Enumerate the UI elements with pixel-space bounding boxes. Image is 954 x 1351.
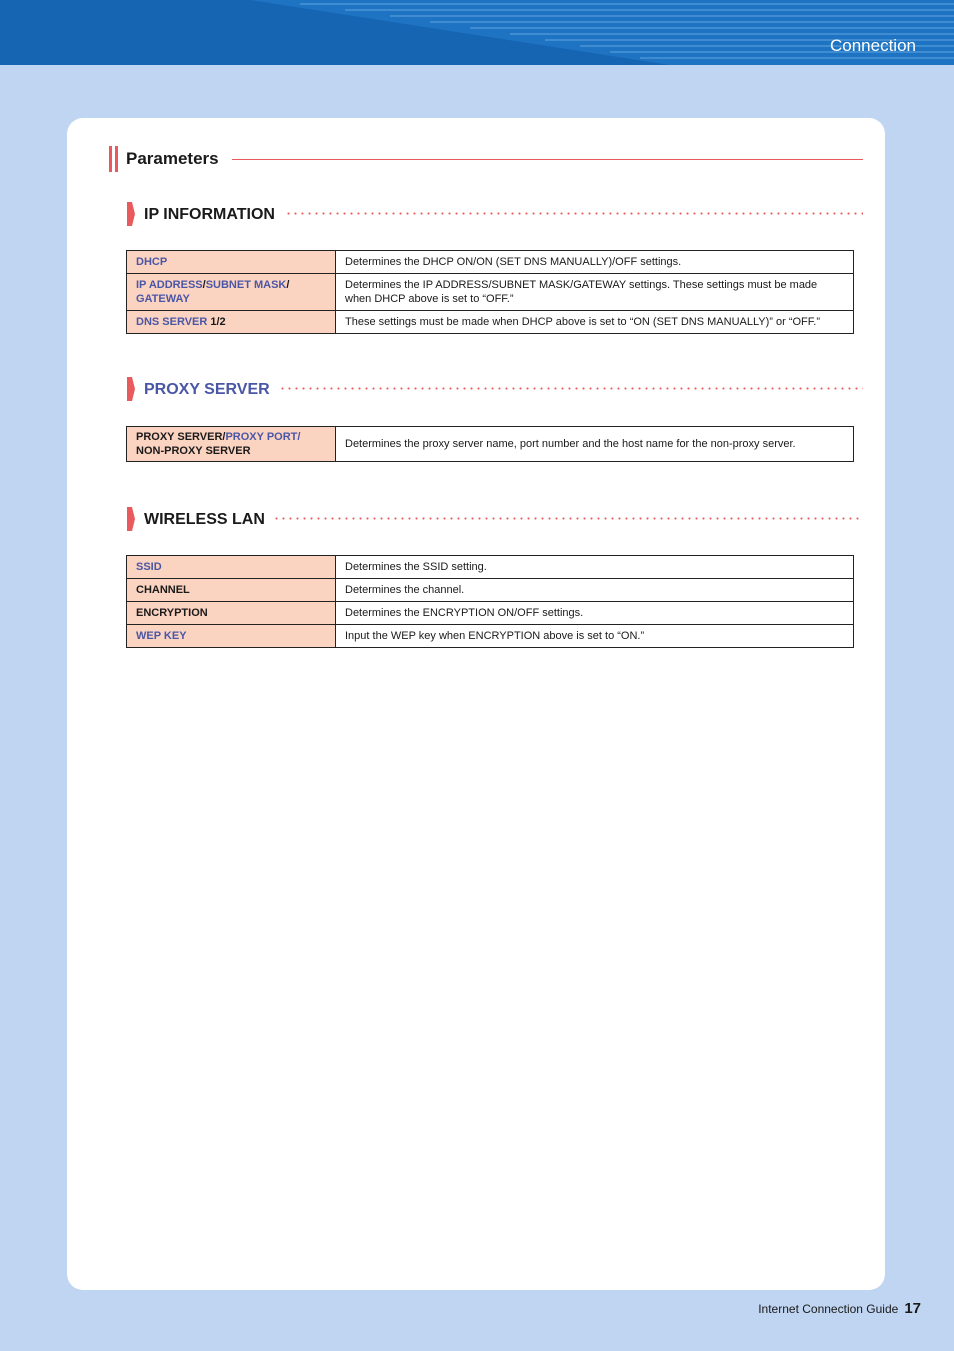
- section-dotted-line: [273, 517, 863, 520]
- footer-guide-title: Internet Connection Guide: [758, 1302, 899, 1316]
- proxy-server-table: [126, 426, 854, 462]
- param-description: Determines the channel.: [336, 579, 854, 602]
- param-name-cell: [127, 602, 336, 625]
- section-title: WIRELESS LAN: [144, 511, 265, 528]
- param-separator: /: [286, 279, 290, 291]
- param-name: PROXY PORT: [225, 431, 298, 443]
- ip-information-table: [126, 250, 854, 334]
- param-description: Input the WEP key when ENCRYPTION above is set to “ON.”: [336, 625, 854, 648]
- table-row: [127, 579, 854, 602]
- param-description: Determines the IP ADDRESS/SUBNET MASK/GATEWAY settings. These settings must be made when DHCP above is set to “OFF.”: [336, 274, 854, 311]
- content-panel: [67, 118, 885, 1290]
- param-name: GATEWAY: [136, 293, 190, 305]
- table-row: [127, 625, 854, 648]
- header-title: Connection: [829, 36, 916, 55]
- table-row: [127, 556, 854, 579]
- table-row: [127, 602, 854, 625]
- param-name: DHCP: [136, 256, 168, 268]
- table-row: [127, 251, 854, 274]
- param-name: CHANNEL: [136, 584, 190, 596]
- param-description: Determines the DHCP ON/ON (SET DNS MANUALLY)/OFF settings.: [336, 251, 854, 274]
- page-number: 17: [904, 1300, 921, 1317]
- param-name-cell: [127, 311, 336, 334]
- param-separator: /: [222, 431, 226, 443]
- header-stripes-decoration: [0, 0, 954, 65]
- param-name: SUBNET MASK: [205, 279, 287, 291]
- section-dotted-line: [279, 387, 863, 390]
- proxy-server-heading: [127, 377, 863, 401]
- ip-information-heading: [127, 202, 863, 226]
- table-row: [127, 427, 854, 462]
- heading-bars-icon: [109, 146, 121, 172]
- param-description: Determines the ENCRYPTION ON/OFF settings.: [336, 602, 854, 625]
- param-name-cell: [127, 427, 336, 462]
- param-suffix: 1/2: [207, 316, 226, 328]
- param-description: Determines the proxy server name, port number and the host name for the non-proxy server.: [336, 427, 854, 462]
- param-name-cell: [127, 556, 336, 579]
- param-name-cell: [127, 274, 336, 311]
- param-description: Determines the SSID setting.: [336, 556, 854, 579]
- param-name: PROXY SERVER: [136, 431, 223, 443]
- param-name-cell: [127, 579, 336, 602]
- param-name: ENCRYPTION: [136, 607, 208, 619]
- wireless-lan-table: [126, 555, 854, 648]
- param-name: IP ADDRESS: [136, 279, 203, 291]
- parameters-heading: [109, 145, 863, 173]
- heading-divider: [232, 159, 863, 160]
- param-name: WEP KEY: [136, 630, 187, 642]
- section-title: IP INFORMATION: [144, 206, 275, 223]
- param-name: NON-PROXY SERVER: [136, 445, 251, 457]
- parameters-title: Parameters: [126, 149, 219, 168]
- param-separator: /: [297, 431, 301, 443]
- section-arrow-icon: [127, 202, 135, 226]
- param-name-cell: [127, 251, 336, 274]
- param-name: SSID: [136, 561, 162, 573]
- wireless-lan-heading: [127, 507, 863, 531]
- page-footer: [758, 1300, 921, 1318]
- page-header: [0, 0, 954, 65]
- param-name-cell: [127, 625, 336, 648]
- table-row: [127, 311, 854, 334]
- section-arrow-icon: [127, 507, 135, 531]
- param-separator: /: [202, 279, 206, 291]
- section-arrow-icon: [127, 377, 135, 401]
- param-description: These settings must be made when DHCP above is set to “ON (SET DNS MANUALLY)” or “OFF.”: [336, 311, 854, 334]
- table-row: [127, 274, 854, 311]
- param-name: DNS SERVER: [136, 316, 208, 328]
- section-title: PROXY SERVER: [144, 381, 270, 398]
- section-dotted-line: [285, 212, 863, 215]
